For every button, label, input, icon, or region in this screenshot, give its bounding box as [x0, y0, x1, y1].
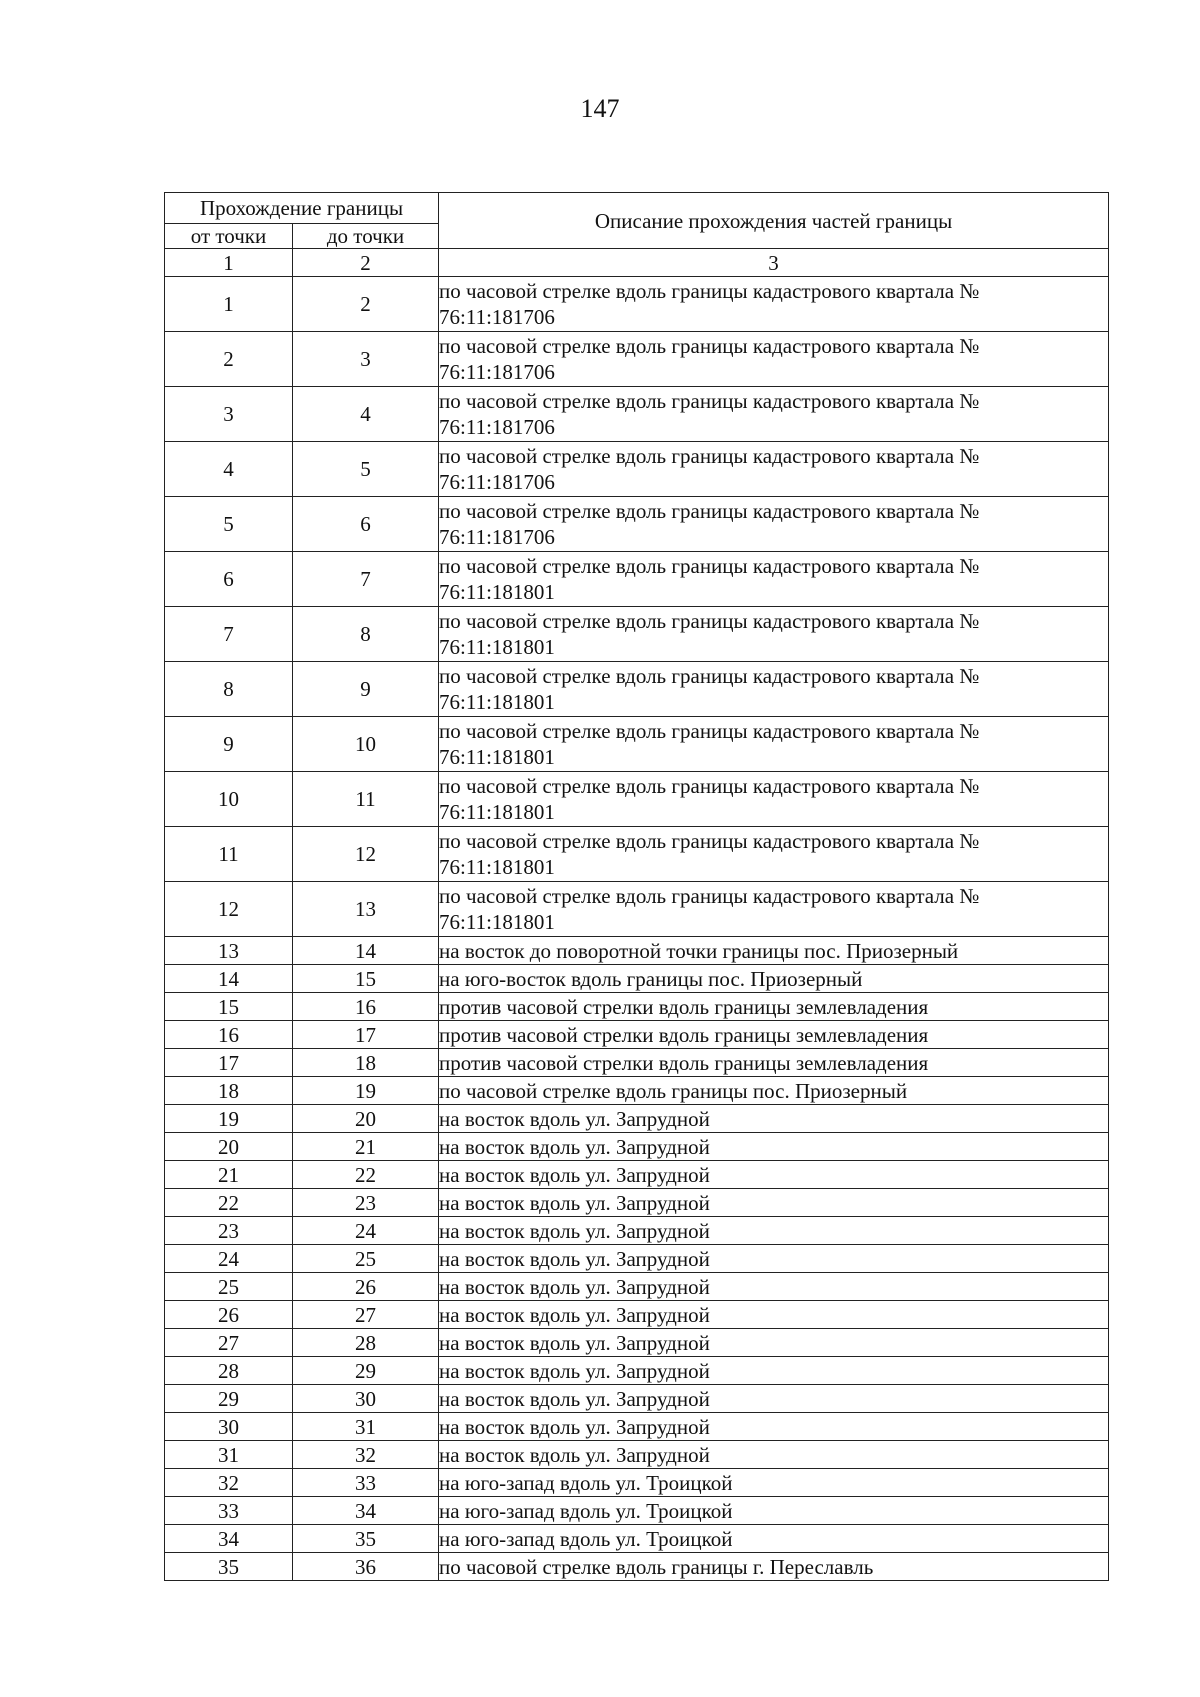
column-number-1: 1: [165, 249, 293, 277]
description-cell: [439, 1553, 1109, 1581]
description-cell: [439, 1413, 1109, 1441]
description-text: по часовой стрелке вдоль границы пос. Приозерный: [439, 1078, 908, 1103]
description-text: на восток до поворотной точки границы пос. Приозерный: [439, 938, 959, 963]
to-point-cell: 4: [293, 387, 439, 442]
to-point-cell: 35: [293, 1525, 439, 1553]
description-cell: [439, 1357, 1109, 1385]
from-point-cell: 16: [165, 1021, 293, 1049]
description-cell: [439, 1301, 1109, 1329]
to-point-cell: 8: [293, 607, 439, 662]
description-cell: [439, 1077, 1109, 1105]
from-point-cell: 24: [165, 1245, 293, 1273]
to-point-cell: 14: [293, 937, 439, 965]
to-point-cell: 28: [293, 1329, 439, 1357]
description-cell: [439, 717, 1109, 772]
to-point-cell: 29: [293, 1357, 439, 1385]
boundary-table: [164, 192, 1109, 1581]
to-point-cell: 23: [293, 1189, 439, 1217]
description-text: на восток вдоль ул. Запрудной: [439, 1358, 710, 1383]
description-text: по часовой стрелке вдоль границы кадастрового квартала №: [439, 444, 980, 468]
description-cell: [439, 1133, 1109, 1161]
table-row: [165, 1441, 1109, 1469]
description-cell: [439, 1189, 1109, 1217]
from-point-cell: 19: [165, 1105, 293, 1133]
from-point-cell: 26: [165, 1301, 293, 1329]
from-point-cell: 8: [165, 662, 293, 717]
table-row: [165, 277, 1109, 332]
table-row: [165, 965, 1109, 993]
from-point-cell: 15: [165, 993, 293, 1021]
description-cell: [439, 1385, 1109, 1413]
to-point-cell: 34: [293, 1497, 439, 1525]
to-point-cell: 13: [293, 882, 439, 937]
table-row: [165, 1329, 1109, 1357]
description-cell: [439, 387, 1109, 442]
to-point-cell: 18: [293, 1049, 439, 1077]
from-point-cell: 22: [165, 1189, 293, 1217]
description-cell: [439, 1049, 1109, 1077]
from-point-cell: 3: [165, 387, 293, 442]
table-row: [165, 1301, 1109, 1329]
description-text: по часовой стрелке вдоль границы кадастрового квартала №: [439, 554, 980, 578]
from-point-cell: 1: [165, 277, 293, 332]
table-row: [165, 1245, 1109, 1273]
from-point-cell: 33: [165, 1497, 293, 1525]
from-point-cell: 2: [165, 332, 293, 387]
description-cell: [439, 1105, 1109, 1133]
header-to-point: до точки: [293, 224, 439, 249]
table-row: [165, 387, 1109, 442]
cadastral-quarter-number: 76:11:181706: [439, 415, 555, 439]
description-text: на юго-запад вдоль ул. Троицкой: [439, 1470, 733, 1495]
header-from-point: от точки: [165, 224, 293, 249]
table-row: [165, 442, 1109, 497]
to-point-cell: 25: [293, 1245, 439, 1273]
from-point-cell: 30: [165, 1413, 293, 1441]
from-point-cell: 7: [165, 607, 293, 662]
table-header: [165, 193, 1109, 277]
to-point-cell: 11: [293, 772, 439, 827]
to-point-cell: 16: [293, 993, 439, 1021]
description-text: на восток вдоль ул. Запрудной: [439, 1386, 710, 1411]
description-text: против часовой стрелки вдоль границы землевладения: [439, 994, 929, 1019]
description-text: по часовой стрелке вдоль границы г. Переславль: [439, 1554, 874, 1579]
to-point-cell: 17: [293, 1021, 439, 1049]
to-point-cell: 20: [293, 1105, 439, 1133]
description-text: на восток вдоль ул. Запрудной: [439, 1274, 710, 1299]
to-point-cell: 15: [293, 965, 439, 993]
from-point-cell: 34: [165, 1525, 293, 1553]
table-row: [165, 1189, 1109, 1217]
description-cell: [439, 937, 1109, 965]
to-point-cell: 5: [293, 442, 439, 497]
description-text: на юго-запад вдоль ул. Троицкой: [439, 1526, 733, 1551]
to-point-cell: 7: [293, 552, 439, 607]
description-text: на юго-запад вдоль ул. Троицкой: [439, 1498, 733, 1523]
description-cell: [439, 497, 1109, 552]
to-point-cell: 24: [293, 1217, 439, 1245]
cadastral-quarter-number: 76:11:181801: [439, 580, 555, 604]
table-row: [165, 662, 1109, 717]
from-point-cell: 11: [165, 827, 293, 882]
to-point-cell: 32: [293, 1441, 439, 1469]
description-cell: [439, 1525, 1109, 1553]
cadastral-quarter-number: 76:11:181706: [439, 470, 555, 494]
from-point-cell: 32: [165, 1469, 293, 1497]
description-text: по часовой стрелке вдоль границы кадастрового квартала №: [439, 609, 980, 633]
from-point-cell: 35: [165, 1553, 293, 1581]
description-text: на восток вдоль ул. Запрудной: [439, 1302, 710, 1327]
to-point-cell: 33: [293, 1469, 439, 1497]
description-cell: [439, 1245, 1109, 1273]
table-row: [165, 1217, 1109, 1245]
from-point-cell: 9: [165, 717, 293, 772]
to-point-cell: 30: [293, 1385, 439, 1413]
table-row: [165, 1525, 1109, 1553]
table-row: [165, 1105, 1109, 1133]
from-point-cell: 28: [165, 1357, 293, 1385]
table-row: [165, 1077, 1109, 1105]
cadastral-quarter-number: 76:11:181801: [439, 910, 555, 934]
header-description: Описание прохождения частей границы: [439, 193, 1109, 249]
to-point-cell: 36: [293, 1553, 439, 1581]
from-point-cell: 5: [165, 497, 293, 552]
cadastral-quarter-number: 76:11:181801: [439, 635, 555, 659]
description-text: на восток вдоль ул. Запрудной: [439, 1190, 710, 1215]
cadastral-quarter-number: 76:11:181801: [439, 745, 555, 769]
from-point-cell: 14: [165, 965, 293, 993]
description-cell: [439, 277, 1109, 332]
table-row: [165, 1133, 1109, 1161]
description-cell: [439, 442, 1109, 497]
to-point-cell: 22: [293, 1161, 439, 1189]
description-cell: [439, 965, 1109, 993]
table-row: [165, 937, 1109, 965]
description-text: на восток вдоль ул. Запрудной: [439, 1162, 710, 1187]
description-cell: [439, 662, 1109, 717]
description-cell: [439, 1217, 1109, 1245]
table-row: [165, 1161, 1109, 1189]
table-row: [165, 827, 1109, 882]
to-point-cell: 12: [293, 827, 439, 882]
description-cell: [439, 332, 1109, 387]
description-cell: [439, 1273, 1109, 1301]
from-point-cell: 6: [165, 552, 293, 607]
table-row: [165, 1553, 1109, 1581]
description-text: по часовой стрелке вдоль границы кадастрового квартала №: [439, 884, 980, 908]
description-text: на восток вдоль ул. Запрудной: [439, 1246, 710, 1271]
to-point-cell: 10: [293, 717, 439, 772]
description-cell: [439, 827, 1109, 882]
from-point-cell: 12: [165, 882, 293, 937]
table-row: [165, 1021, 1109, 1049]
cadastral-quarter-number: 76:11:181706: [439, 360, 555, 384]
description-cell: [439, 1161, 1109, 1189]
from-point-cell: 13: [165, 937, 293, 965]
to-point-cell: 31: [293, 1413, 439, 1441]
to-point-cell: 3: [293, 332, 439, 387]
to-point-cell: 21: [293, 1133, 439, 1161]
description-text: по часовой стрелке вдоль границы кадастрового квартала №: [439, 829, 980, 853]
description-text: на восток вдоль ул. Запрудной: [439, 1106, 710, 1131]
description-text: на юго-восток вдоль границы пос. Приозерный: [439, 966, 863, 991]
from-point-cell: 27: [165, 1329, 293, 1357]
table-row: [165, 993, 1109, 1021]
description-cell: [439, 882, 1109, 937]
cadastral-quarter-number: 76:11:181706: [439, 525, 555, 549]
from-point-cell: 29: [165, 1385, 293, 1413]
from-point-cell: 21: [165, 1161, 293, 1189]
from-point-cell: 10: [165, 772, 293, 827]
description-cell: [439, 1469, 1109, 1497]
to-point-cell: 9: [293, 662, 439, 717]
column-number-2: 2: [293, 249, 439, 277]
from-point-cell: 17: [165, 1049, 293, 1077]
description-text: на восток вдоль ул. Запрудной: [439, 1134, 710, 1159]
cadastral-quarter-number: 76:11:181801: [439, 690, 555, 714]
from-point-cell: 31: [165, 1441, 293, 1469]
description-cell: [439, 1021, 1109, 1049]
to-point-cell: 27: [293, 1301, 439, 1329]
table-row: [165, 1357, 1109, 1385]
table-row: [165, 1497, 1109, 1525]
description-text: по часовой стрелке вдоль границы кадастрового квартала №: [439, 279, 980, 303]
description-text: по часовой стрелке вдоль границы кадастрового квартала №: [439, 664, 980, 688]
description-cell: [439, 1497, 1109, 1525]
cadastral-quarter-number: 76:11:181801: [439, 800, 555, 824]
table-row: [165, 717, 1109, 772]
to-point-cell: 19: [293, 1077, 439, 1105]
description-text: на восток вдоль ул. Запрудной: [439, 1218, 710, 1243]
table-row: [165, 882, 1109, 937]
table-row: [165, 497, 1109, 552]
table-row: [165, 1049, 1109, 1077]
description-text: по часовой стрелке вдоль границы кадастрового квартала №: [439, 334, 980, 358]
header-boundary-passage: Прохождение границы: [165, 193, 439, 224]
description-text: на восток вдоль ул. Запрудной: [439, 1442, 710, 1467]
to-point-cell: 2: [293, 277, 439, 332]
table-body: [165, 277, 1109, 1581]
from-point-cell: 18: [165, 1077, 293, 1105]
table-row: [165, 552, 1109, 607]
from-point-cell: 25: [165, 1273, 293, 1301]
from-point-cell: 23: [165, 1217, 293, 1245]
description-text: против часовой стрелки вдоль границы землевладения: [439, 1050, 929, 1075]
table-row: [165, 607, 1109, 662]
description-text: на восток вдоль ул. Запрудной: [439, 1330, 710, 1355]
from-point-cell: 4: [165, 442, 293, 497]
description-cell: [439, 552, 1109, 607]
description-cell: [439, 993, 1109, 1021]
to-point-cell: 26: [293, 1273, 439, 1301]
page-number: 147: [580, 94, 620, 123]
table-row: [165, 1413, 1109, 1441]
description-text: по часовой стрелке вдоль границы кадастрового квартала №: [439, 719, 980, 743]
description-cell: [439, 607, 1109, 662]
description-cell: [439, 772, 1109, 827]
description-text: по часовой стрелке вдоль границы кадастрового квартала №: [439, 774, 980, 798]
cadastral-quarter-number: 76:11:181801: [439, 855, 555, 879]
to-point-cell: 6: [293, 497, 439, 552]
description-text: по часовой стрелке вдоль границы кадастрового квартала №: [439, 499, 980, 523]
column-number-3: 3: [439, 249, 1109, 277]
table-row: [165, 1273, 1109, 1301]
description-cell: [439, 1329, 1109, 1357]
table-row: [165, 1469, 1109, 1497]
description-text: на восток вдоль ул. Запрудной: [439, 1414, 710, 1439]
cadastral-quarter-number: 76:11:181706: [439, 305, 555, 329]
table-row: [165, 772, 1109, 827]
from-point-cell: 20: [165, 1133, 293, 1161]
description-text: против часовой стрелки вдоль границы землевладения: [439, 1022, 929, 1047]
description-text: по часовой стрелке вдоль границы кадастрового квартала №: [439, 389, 980, 413]
table-row: [165, 1385, 1109, 1413]
table-row: [165, 332, 1109, 387]
description-cell: [439, 1441, 1109, 1469]
